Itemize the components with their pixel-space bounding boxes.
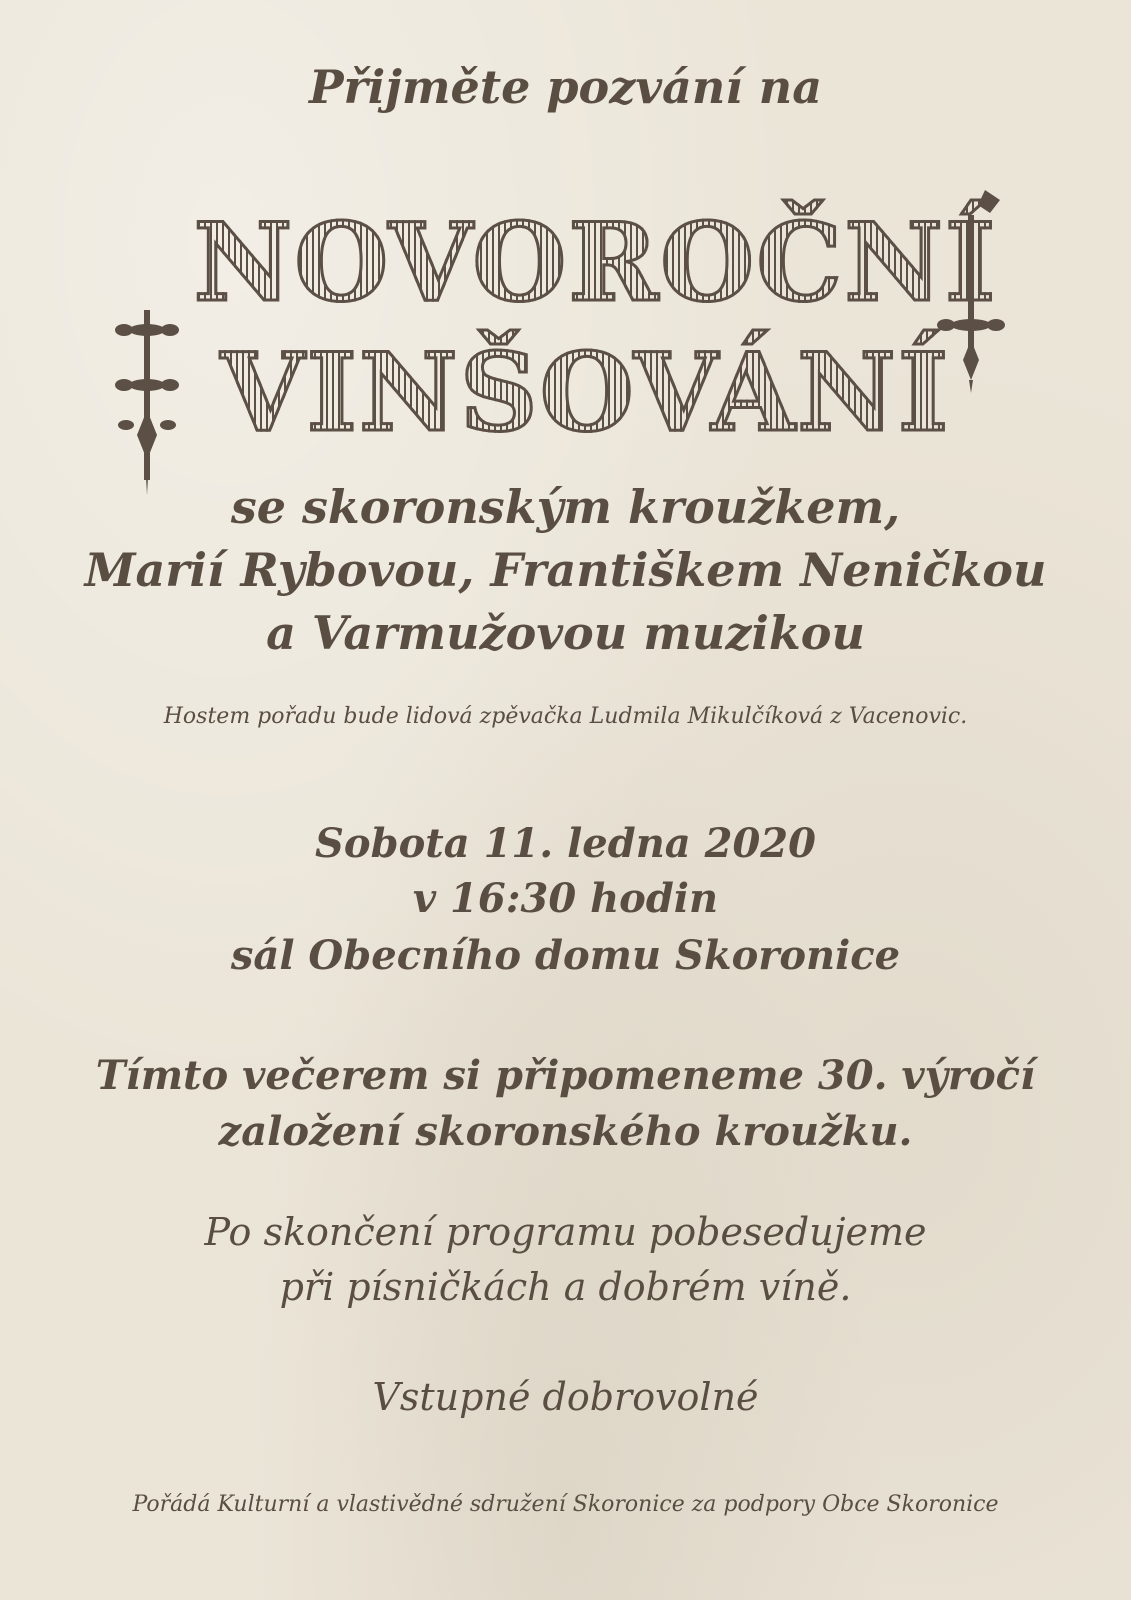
after-program-line-1: Po skončení programu pobesedujeme [204,1210,927,1254]
anniversary-line-1: Tímto večerem si připomeneme 30. výročí [95,1052,1036,1099]
event-time: v 16:30 hodin [412,875,719,922]
title-line-2: VINŠOVÁNÍ [20,330,1131,456]
title-line-1: NOVOROČNÍ [30,200,1131,326]
subtitle-line-2: Marií Rybovou, Františkem Neničkou [84,543,1047,597]
intro-heading: Přijměte pozvání na [308,60,823,114]
event-date: Sobota 11. ledna 2020 [315,820,816,867]
after-program-line-2: při písničkách a dobrém víně. [279,1265,852,1309]
event-place: sál Obecního domu Skoronice [230,932,901,979]
subtitle-line-3: a Varmužovou muzikou [266,606,865,660]
anniversary-line-2: založení skoronského kroužku. [218,1108,913,1155]
guest-note: Hostem pořadu bude lidová zpěvačka Ludmila Mikulčíková z Vacenovic. [163,704,968,729]
subtitle-line-1: se skoronským kroužkem, [230,480,901,534]
organizer-note: Pořádá Kulturní a vlastivědné sdružení Skoronice za podpory Obce Skoronice [132,1492,999,1517]
entry-fee: Vstupné dobrovolné [372,1375,759,1419]
